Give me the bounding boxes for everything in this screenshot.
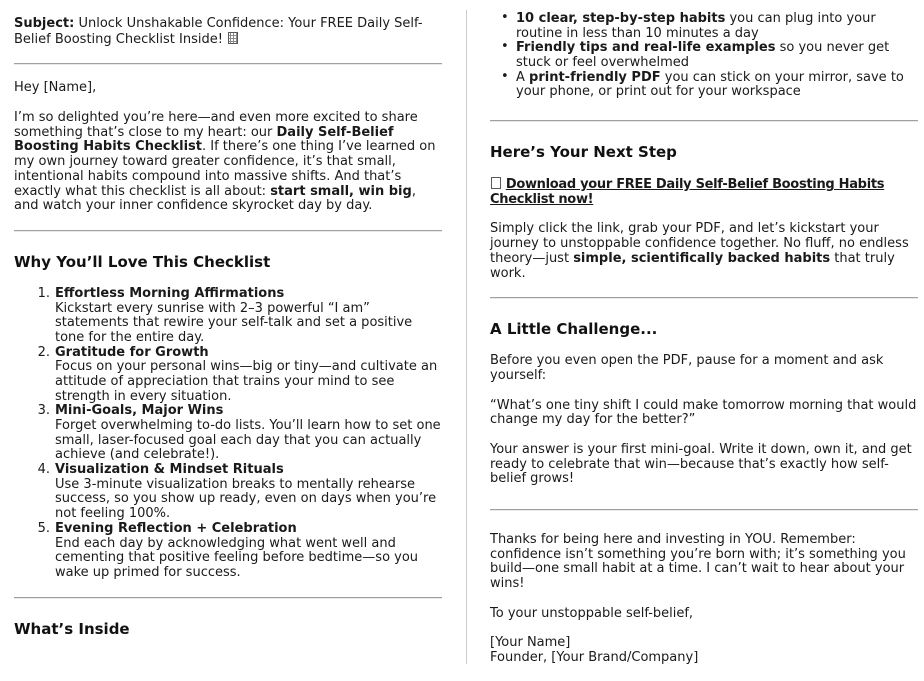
numbered-item bbox=[14, 463, 442, 522]
bullet-dot-icon: • bbox=[501, 68, 509, 84]
numbered-item bbox=[14, 287, 442, 346]
item-number: 4. bbox=[37, 462, 50, 478]
item-title: Effortless Morning Affirmations bbox=[55, 285, 285, 301]
whats-inside-bullets bbox=[490, 12, 918, 100]
item-number: 2. bbox=[37, 344, 50, 360]
download-link-line bbox=[490, 177, 918, 207]
item-description: End each day by acknowledging what went well and cementing that positive feeling before bedtime—so you wake up primed for success. bbox=[55, 535, 419, 580]
challenge-heading: A Little Challenge... bbox=[490, 320, 658, 339]
horizontal-rule bbox=[14, 230, 442, 232]
item-number: 5. bbox=[37, 520, 50, 536]
bullet-item bbox=[490, 12, 918, 41]
horizontal-rule bbox=[14, 597, 442, 599]
item-description: Use 3-minute visualization breaks to mentally rehearse success, so you show up ready, even on days when you’re not feeling 100%. bbox=[55, 476, 437, 522]
whats-inside-heading: What’s Inside bbox=[14, 619, 130, 638]
item-description: Forget overwhelming to-do lists. You’ll learn how to set one small, laser-focused goal each day that you can actually achieve (and celebrate!). bbox=[55, 418, 441, 463]
signature-name: [Your Name] bbox=[490, 635, 571, 651]
thanks-paragraph: Thanks for being here and investing in YOU. Remember: confidence isn’t something you’re born with; it’s something you build—one small habit at a time. I can’t wait to hear about your wins! bbox=[490, 531, 906, 591]
item-title: Gratitude for Growth bbox=[55, 344, 209, 360]
bullet-dot-icon: • bbox=[501, 10, 509, 25]
item-description: Kickstart every sunrise with 2–3 powerful “I am” statements that rewire your self-talk and set a positive tone for the entire day. bbox=[55, 300, 413, 345]
why-heading: Why You’ll Love This Checklist bbox=[14, 252, 271, 271]
challenge-intro: Before you even open the PDF, pause for a moment and ask yourself: bbox=[490, 353, 884, 383]
item-title: Evening Reflection + Celebration bbox=[55, 520, 297, 536]
greeting: Hey [Name], bbox=[14, 80, 97, 96]
signature-block bbox=[490, 636, 918, 665]
challenge-outro: Your answer is your first mini-goal. Write it down, own it, and get ready to celebrate that win—because that’s exactly how self-belief grows! bbox=[490, 441, 912, 487]
download-checklist-link[interactable]: Download your FREE Daily Self-Belief Boosting Habits Checklist now! bbox=[490, 177, 885, 207]
bullet-item bbox=[490, 41, 918, 70]
right-column bbox=[490, 0, 918, 681]
item-number: 3. bbox=[37, 403, 50, 419]
bullet-text: Friendly tips and real-life examples so you never get stuck or feel overwhelmed bbox=[516, 40, 890, 71]
item-title: Mini-Goals, Major Wins bbox=[55, 403, 224, 419]
numbered-item bbox=[14, 522, 442, 581]
signoff-line: To your unstoppable self-belief, bbox=[490, 605, 694, 621]
column-divider bbox=[466, 10, 467, 664]
link-followup-paragraph: Simply click the link, grab your PDF, and let’s kickstart your journey to unstoppable confidence together. No fluff, no endless theory—just simple, scientifically backed habits that truly work. bbox=[490, 221, 909, 281]
next-step-heading: Here’s Your Next Step bbox=[490, 143, 677, 162]
challenge-quote: “What’s one tiny shift I could make tomorrow morning that would change my day for the better?” bbox=[490, 397, 917, 428]
horizontal-rule bbox=[490, 297, 918, 299]
missing-emoji-glyph bbox=[228, 32, 238, 44]
horizontal-rule bbox=[490, 509, 918, 511]
item-description: Focus on your personal wins—big or tiny—and cultivate an attitude of appreciation that trains your mind to see strength in every situation. bbox=[55, 359, 438, 404]
numbered-item bbox=[14, 346, 442, 405]
benefits-numbered-list bbox=[14, 287, 442, 581]
bullet-text: 10 clear, step-by-step habits you can plug into your routine in less than 10 minutes a day bbox=[516, 11, 876, 41]
left-column bbox=[14, 0, 442, 654]
numbered-item bbox=[14, 404, 442, 463]
signature-title: Founder, [Your Brand/Company] bbox=[490, 650, 699, 666]
missing-emoji-outline-glyph bbox=[491, 177, 501, 189]
bullet-item bbox=[490, 68, 918, 100]
bullet-dot-icon: • bbox=[501, 39, 509, 55]
subject-line: Subject: Unlock Unshakable Confidence: Your FREE Daily Self-Belief Boosting Checklist Inside! bbox=[14, 16, 423, 47]
bullet-text: A print-friendly PDF you can stick on your mirror, save to your phone, or print out for your workspace bbox=[516, 69, 904, 100]
horizontal-rule bbox=[14, 63, 442, 65]
item-title: Visualization & Mindset Rituals bbox=[55, 462, 284, 478]
item-number: 1. bbox=[37, 285, 50, 301]
horizontal-rule bbox=[490, 120, 918, 122]
intro-paragraph: I’m so delighted you’re here—and even more excited to share something that’s close to my heart: our Daily Self-Belief Boosting Habits Checklist. If there’s one thing I’ve learned on my own journey toward greater confidence, it’s that small, intentional habits compound into massive shifts. And that’s exactly what this checklist is all about: start small, win big, and watch your inner confidence skyrocket day by day. bbox=[14, 110, 436, 214]
